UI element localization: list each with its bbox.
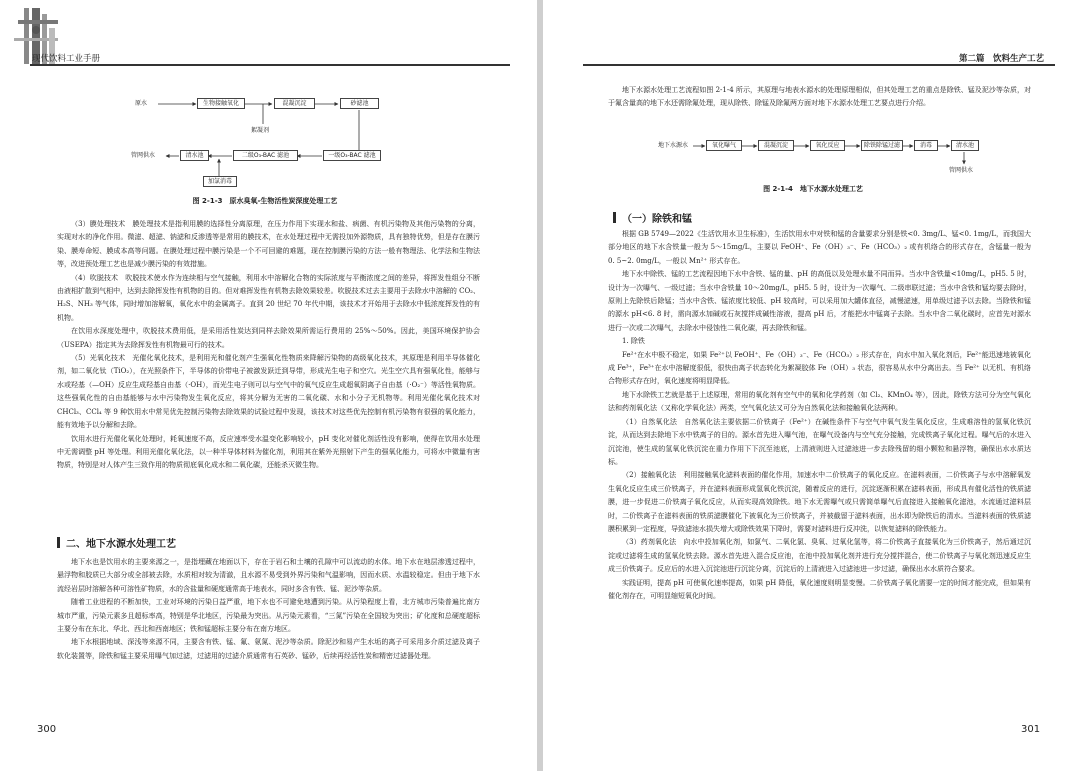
body-text-block-1 bbox=[57, 218, 480, 473]
figure-caption: 图 2-1-4 地下水源水处理工艺 bbox=[763, 185, 863, 193]
paragraph: 地下水也是饮用水的主要来源之一，是指埋藏在地面以下，存在于岩石和土壤的孔隙中可以流动的水体。地下水在地层渗透过程中，悬浮物和胶质已大部分或全部被去除，水质相对较为清澈，且水源不易受到外界污染和气温影响，因而水质、水温较稳定。但由于地下水流经岩层时溶解各种可溶性矿物质，水的含盐量和硬度通常高于地表水，同时多含有铁、锰、泥沙等杂质。 bbox=[57, 558, 480, 593]
node-stage2-filter: 二级O₃-BAC 滤池 bbox=[233, 150, 298, 161]
paragraph: （5）光氧化技术 光催化氧化技术，是利用光和催化剂产生强氧化性物质来降解污染物的高级氧化技术，其原理是利用半导体催化剂，如二氧化钛（TiO₂），在光照条件下，半导体的价带电子被激发跃迁到导带，形成光生电子和空穴。光生空穴具有强氧化性，能够与水或羟基（—OH）反应生成羟基自由基（·OH），而光生电子则可以与空气中的氧气反应生成超氧阴离子自由基（·O₂⁻）等活性氧物质。这些强氧化性的自由基能够与水中污染物发生氧化反应，将其分解为无害的二氧化碳、水和小分子无机物等。利用光催化氧化技术对 CHCl₃、CCl₄ 等 9 种饮用水中常见优先控制污染物去除效果的试验过程中发现，该技术对这些优先控制有机污染物有很强的氧化能力，能有效地予以分解和去除。 bbox=[57, 354, 480, 430]
node-pipe-supply: 管网供水 bbox=[949, 167, 974, 174]
paragraph: （3）药剂氧化法 向水中投加氧化剂，如氯气、二氧化氯、臭氧、过氧化氢等，将二价铁离子直接氧化为三价铁离子，然后通过沉淀或过滤将生成的氢氧化铁去除。源水首先进入混合反应池，在池中投加氧化剂并进行充分搅拌混合，使二价铁离子与氧化剂迅速反应生成三价铁离子。反应后的水进入沉淀池进行沉淀分离，沉淀后的上清液进入过滤池进一步过滤，确保出水水质符合要求。 bbox=[608, 538, 1031, 574]
node-clear-pool: 清水池 bbox=[180, 150, 209, 161]
paragraph: （3）膜处理技术 膜处理技术是指利用膜的选择性分离原理，在压力作用下实现水和盐、病菌、有机污染物及其他污染物的分离，实现对水的净化作用。微滤、超滤、钠滤和反渗透等是常用的膜技术，在水处理过程中无需投加外源物质，具有独特优势，但是存在膜污染、膜寿命短、膜成本高等问题。在膜处理过程中膜污染是一个不可回避的难题，现在控制膜污染的方法一般有物理法、化学法和生物法等，改进预处理工艺也是减少膜污染的有效措施。 bbox=[57, 220, 480, 269]
node-pipe-supply: 管网供水 bbox=[131, 152, 156, 159]
body-text-block-1 bbox=[608, 228, 1031, 603]
node-coag-sediment: 混凝沉淀 bbox=[758, 140, 794, 151]
figure-caption: 图 2-1-3 原水臭氧-生物活性炭深度处理工艺 bbox=[192, 197, 338, 205]
node-raw-water: 原水 bbox=[135, 100, 148, 107]
node-iron-removal: 除铁除锰过滤 bbox=[861, 140, 903, 151]
node-chlorination: 加氯消毒 bbox=[203, 176, 237, 187]
paragraph: 在饮用水深度处理中，吹脱技术费用低，是采用活性炭达到同样去除效果所需运行费用的 25%～50%。因此，美国环境保护协会（USEPA）指定其为去除挥发性有机物最可行的技术。 bbox=[57, 327, 480, 349]
page-number: 301 bbox=[1021, 724, 1041, 735]
paragraph: 地下水源水处理工艺流程如图 2-1-4 所示，其原理与地表水源水的处理原理相似，但其处理工艺的重点是除铁、锰及泥沙等杂质，对于氟含量高的地下水还需除氟处理，现从除铁、除锰及除氟两方面对地下水源水处理工艺要点进行介绍。 bbox=[608, 86, 1031, 108]
flowchart-arrows bbox=[0, 0, 537, 200]
paragraph: 实践证明，提高 pH 可使氧化速率提高，如果 pH 降低，氧化速度则明显变慢。二价铁离子氧化需要一定的时间才能完成，但如果有催化剂存在，可明显缩短氧化时间。 bbox=[608, 578, 1031, 600]
node-stage1-filter: 一级O₃-BAC 滤池 bbox=[323, 150, 381, 161]
node-bio-contact-oxidation: 生物接触氧化 bbox=[197, 98, 245, 109]
section-heading-text: （一）除铁和锰 bbox=[622, 214, 692, 225]
node-disinfection: 消毒 bbox=[914, 140, 938, 151]
section-heading-text: 二、地下水源水处理工艺 bbox=[66, 539, 176, 550]
node-coag-sediment: 混凝沉淀 bbox=[274, 98, 315, 109]
right-page bbox=[543, 0, 1080, 771]
flowchart-arrows bbox=[543, 0, 1080, 200]
running-header: 第二篇 饮料生产工艺 bbox=[959, 54, 1045, 64]
section-heading bbox=[57, 535, 176, 550]
left-page bbox=[0, 0, 537, 771]
node-sand-filter: 砂滤池 bbox=[340, 98, 379, 109]
node-flocculant: 絮凝剂 bbox=[251, 127, 270, 134]
paragraph: 地下水根据地域、深浅等来源不同，主要含有铁、锰、氟、氨氮、泥沙等杂质。除泥沙和易产生水垢的离子可采用多介质过滤及离子软化装置等，除铁和锰主要采用曝气加过滤，过滤用的过滤介质通常有石英砂、锰砂，后续再经活性炭和精密过滤器处理。 bbox=[57, 638, 480, 660]
subheading: 1. 除铁 bbox=[622, 337, 645, 346]
page-number: 300 bbox=[37, 724, 57, 735]
paragraph: Fe²⁺在水中极不稳定，如果 Fe²⁺以 FeOH⁺、Fe（OH）₃⁻、Fe（HCO₃）₂ 形式存在，向水中加入氧化剂后，Fe²⁺能迅速地被氧化成 Fe³⁺，Fe³⁺在水中溶解度很低，很快由离子状态转化为絮凝胶体 Fe（OH）₃ 状态，很容易从水中分离出去。当 Fe²⁺ 以无机、有机络合物形式存在时，氧化速度将明显降低。 bbox=[608, 350, 1031, 386]
running-header: 现代饮料工业手册 bbox=[32, 54, 101, 64]
node-oxidation: 氧化反应 bbox=[810, 140, 845, 151]
paragraph: 随着工业进程的不断加快，工业对环境的污染日益严重，地下水也不可避免地遭到污染。从污染程度上看，北方城市污染普遍比南方城市严重，污染元素多且超标率高，特别是华北地区，污染最为突出。从污染元素看，“三氮”污染在全国较为突出；矿化度和总硬度超标主要分布在东北、华北、西北和西南地区；铁和锰超标主要分布在南方地区。 bbox=[57, 598, 480, 634]
node-clear-pool: 清水池 bbox=[951, 140, 979, 151]
paragraph: （4）吹脱技术 吹脱技术使水作为连续相与空气接触，利用水中溶解化合物的实际浓度与平衡浓度之间的差异，将挥发性组分不断由液相扩散到气相中，达到去除挥发性有机物的目的。但对难挥发性有机物去除效果较差。吹脱技术过去主要用于去除水中溶解的 CO₂、H₂S、NH₃ 等气体，同时增加溶解氧，氧化水中的金属离子。直到 20 世纪 70 年代中期，该技术才开始用于去除水中低浓度挥发性的有机物。 bbox=[57, 273, 480, 322]
paragraph: （2）接触氧化法 利用接触氧化滤料表面的催化作用，加速水中二价铁离子的氧化反应。在滤料表面，二价铁离子与水中溶解氧发生氧化反应生成三价铁离子，并在滤料表面形成氢氧化铁沉淀，随着反应的进行，沉淀逐渐积累在滤料表面，形成具有催化活性的铁质滤膜，进一步促进二价铁离子氧化反应，从而实现高效除铁。地下水无需曝气或只需简单曝气后直接进入接触氧化滤池，水流通过滤料层时，二价铁离子在滤料表面的铁质滤膜催化下被氧化为三价铁离子，并被截留于滤料表面，出水即为除铁后的清水。当滤料表面的铁质滤膜积累到一定程度，导致滤池水损失增大或除铁效果下降时，需要对滤料进行反冲洗，以恢复滤料的除铁能力。 bbox=[608, 471, 1031, 533]
paragraph: 饮用水进行光催化氧化处理时，耗氧速度不高，反应速率受水温变化影响较小，pH 变化对催化剂活性没有影响，使得在饮用水处理中无需调整 pH 等处理。利用光催化氧化法，以一种半导体材料为催化剂，利用其在紫外光照射下产生的强氧化能力，可将水中微量有害物质，特别是对人体产生三致作用的物质彻底氧化成水和二氧化碳，还能杀灭微生物。 bbox=[57, 434, 480, 470]
paragraph: 根据 GB 5749—2022《生活饮用水卫生标准》，生活饮用水中对铁和锰的含量要求分别是铁<0. 3mg/L、锰<0. 1mg/L，而我国大部分地区的地下水含铁量一般为 5～15mg/L，主要以 FeOH⁺、Fe（OH）₃⁻、Fe（HCO₃）₂ 或有机络合的形式存在，含锰量一般为 0. 5~2. 0mg/L，一般以 Mn²⁺ 形式存在。 bbox=[608, 230, 1032, 265]
body-text-block-2 bbox=[57, 556, 480, 663]
paragraph: 地下水除铁工艺就是基于上述原理，常用的氧化剂有空气中的氧和化学药剂（如 Cl₂、KMnO₄ 等），因此，除铁方法可分为空气氧化法和药剂氧化法（又称化学氧化法）两类，空气氧化法又可分为自然氧化法和接触氧化法两种。 bbox=[608, 390, 1031, 413]
node-ground-source: 地下水源水 bbox=[658, 142, 689, 149]
paragraph: （1）自然氧化法 自然氧化法主要依据二价铁离子（Fe²⁺）在碱性条件下与空气中氧气发生氧化反应，生成难溶性的氢氧化铁沉淀，从而达到去除地下水中铁离子的目的。源水首先进入曝气池，在曝气设备内与空气充分接触，完成铁离子氧化过程。曝气后的水进入沉淀池，使生成的氢氧化铁沉淀在重力作用下下沉至池底，上清液则进入过滤池进一步去除残留的细小颗粒和悬浮物，确保出水水质达标。 bbox=[608, 417, 1031, 466]
section-heading bbox=[613, 210, 692, 225]
section-bar-icon bbox=[57, 537, 60, 548]
node-aeration: 氧化曝气 bbox=[706, 140, 742, 151]
section-bar-icon bbox=[613, 212, 616, 223]
paragraph: 地下水中除铁、锰的工艺流程因地下水中含铁、锰的量、pH 的高低以及处理水量不同而异。当水中含铁量<10mg/L，pH5. 5 时，设计为一次曝气、一级过滤；当水中含铁量 10～20mg/L，pH5. 5 时，设计为一次曝气、二级串联过滤；当水中含铁和锰均要去除时，原则上先除铁后除锰；当水中含铁、锰浓度比较低、pH 较高时，可以采用加大罐体直径，减慢滤速，用单级过滤予以去除。当除铁和锰的源水 pH<6. 8 时，需向源水加碱或石灰搅拌成碱性溶液，提高 pH 后，才能把水中锰离子去除。当水中含二氧化碳时，应首先对源水进行一次或二次曝气，去除水中侵蚀性二氧化碳，再去除铁和锰。 bbox=[608, 270, 1031, 332]
